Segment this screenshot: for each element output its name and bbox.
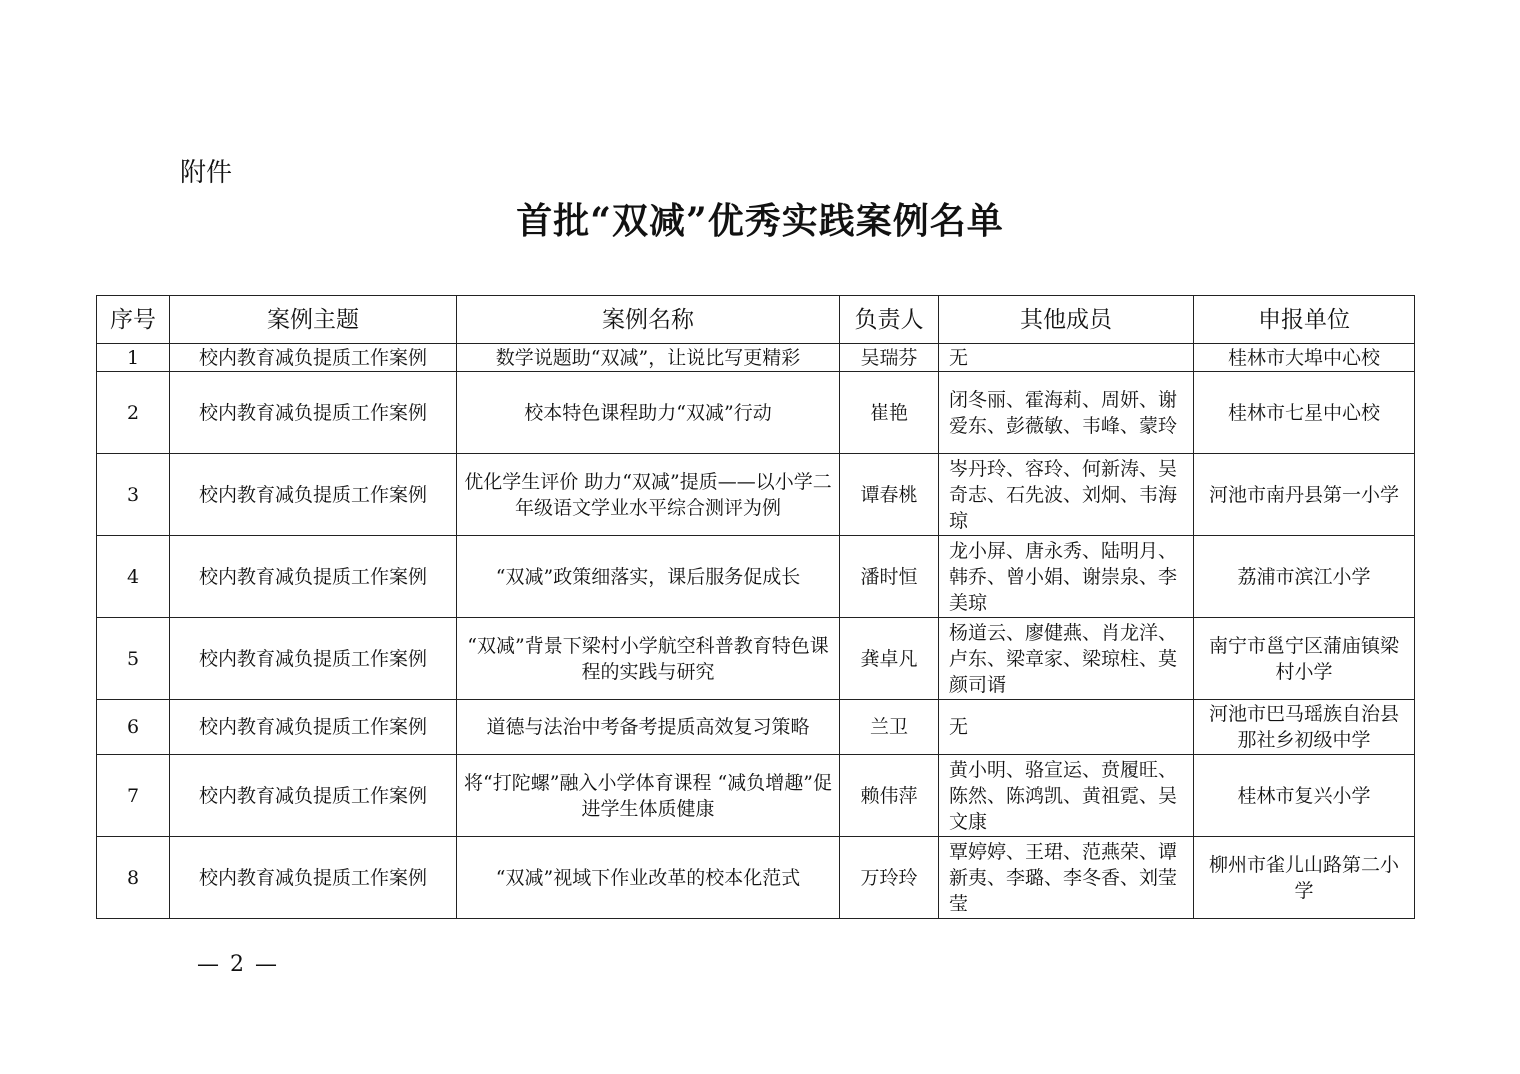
table-row	[97, 454, 1415, 536]
cell-leader: 吴瑞芬	[840, 344, 939, 372]
cell-members: 黄小明、骆宣运、贲履旺、陈然、陈鸿凯、黄祖霓、吴文康	[939, 755, 1194, 837]
cell-theme: 校内教育减负提质工作案例	[170, 536, 457, 618]
column-header-leader: 负责人	[840, 296, 939, 344]
cell-theme: 校内教育减负提质工作案例	[170, 344, 457, 372]
cell-name: 道德与法治中考备考提质高效复习策略	[457, 700, 840, 755]
cell-theme: 校内教育减负提质工作案例	[170, 755, 457, 837]
cell-unit: 桂林市大埠中心校	[1194, 344, 1415, 372]
cell-members: 岑丹玲、容玲、何新涛、吴奇志、石先波、刘炯、韦海琼	[939, 454, 1194, 536]
cell-unit: 南宁市邕宁区蒲庙镇梁村小学	[1194, 618, 1415, 700]
cell-members: 无	[939, 344, 1194, 372]
cell-leader: 赖伟萍	[840, 755, 939, 837]
column-header-no: 序号	[97, 296, 170, 344]
table-row	[97, 536, 1415, 618]
cell-no: 1	[97, 344, 170, 372]
column-header-unit: 申报单位	[1194, 296, 1415, 344]
cell-no: 7	[97, 755, 170, 837]
cell-unit: 河池市巴马瑶族自治县那社乡初级中学	[1194, 700, 1415, 755]
case-list-table	[96, 295, 1415, 919]
cell-no: 4	[97, 536, 170, 618]
table-header-row	[97, 296, 1415, 344]
cell-no: 8	[97, 837, 170, 919]
cell-theme: 校内教育减负提质工作案例	[170, 837, 457, 919]
cell-leader: 潘时恒	[840, 536, 939, 618]
cell-members: 覃婷婷、王珺、范燕荣、谭新夷、李璐、李冬香、刘莹莹	[939, 837, 1194, 919]
document-title: 首批“双减”优秀实践案例名单	[516, 200, 1004, 242]
table-row	[97, 755, 1415, 837]
table-row	[97, 618, 1415, 700]
cell-name: 数学说题助“双减”，让说比写更精彩	[457, 344, 840, 372]
table-row	[97, 700, 1415, 755]
cell-no: 3	[97, 454, 170, 536]
cell-unit: 河池市南丹县第一小学	[1194, 454, 1415, 536]
table-row	[97, 372, 1415, 454]
cell-theme: 校内教育减负提质工作案例	[170, 700, 457, 755]
table-row	[97, 344, 1415, 372]
cell-name: 校本特色课程助力“双减”行动	[457, 372, 840, 454]
column-header-theme: 案例主题	[170, 296, 457, 344]
cell-name: “双减”背景下梁村小学航空科普教育特色课程的实践与研究	[457, 618, 840, 700]
cell-members: 闭冬丽、霍海莉、周妍、谢爱东、彭薇敏、韦峰、蒙玲	[939, 372, 1194, 454]
cell-leader: 崔艳	[840, 372, 939, 454]
attachment-label: 附件	[180, 158, 233, 188]
cell-name: 将“打陀螺”融入小学体育课程 “减负增趣”促进学生体质健康	[457, 755, 840, 837]
column-header-members: 其他成员	[939, 296, 1194, 344]
cell-leader: 龚卓凡	[840, 618, 939, 700]
cell-members: 无	[939, 700, 1194, 755]
cell-unit: 桂林市复兴小学	[1194, 755, 1415, 837]
cell-no: 5	[97, 618, 170, 700]
table-row	[97, 837, 1415, 919]
cell-theme: 校内教育减负提质工作案例	[170, 454, 457, 536]
cell-no: 2	[97, 372, 170, 454]
cell-members: 杨道云、廖健燕、肖龙洋、卢东、梁章家、梁琼柱、莫颜司谞	[939, 618, 1194, 700]
cell-name: 优化学生评价 助力“双减”提质——以小学二年级语文学业水平综合测评为例	[457, 454, 840, 536]
cell-unit: 柳州市雀儿山路第二小学	[1194, 837, 1415, 919]
cell-name: “双减”政策细落实，课后服务促成长	[457, 536, 840, 618]
cell-unit: 荔浦市滨江小学	[1194, 536, 1415, 618]
cell-leader: 谭春桃	[840, 454, 939, 536]
cell-leader: 万玲玲	[840, 837, 939, 919]
cell-leader: 兰卫	[840, 700, 939, 755]
cell-unit: 桂林市七星中心校	[1194, 372, 1415, 454]
cell-theme: 校内教育减负提质工作案例	[170, 618, 457, 700]
page-number: — 2 —	[197, 952, 279, 977]
cell-members: 龙小屏、唐永秀、陆明月、韩乔、曾小娟、谢崇泉、李美琼	[939, 536, 1194, 618]
cell-theme: 校内教育减负提质工作案例	[170, 372, 457, 454]
cell-name: “双减”视域下作业改革的校本化范式	[457, 837, 840, 919]
column-header-name: 案例名称	[457, 296, 840, 344]
cell-no: 6	[97, 700, 170, 755]
